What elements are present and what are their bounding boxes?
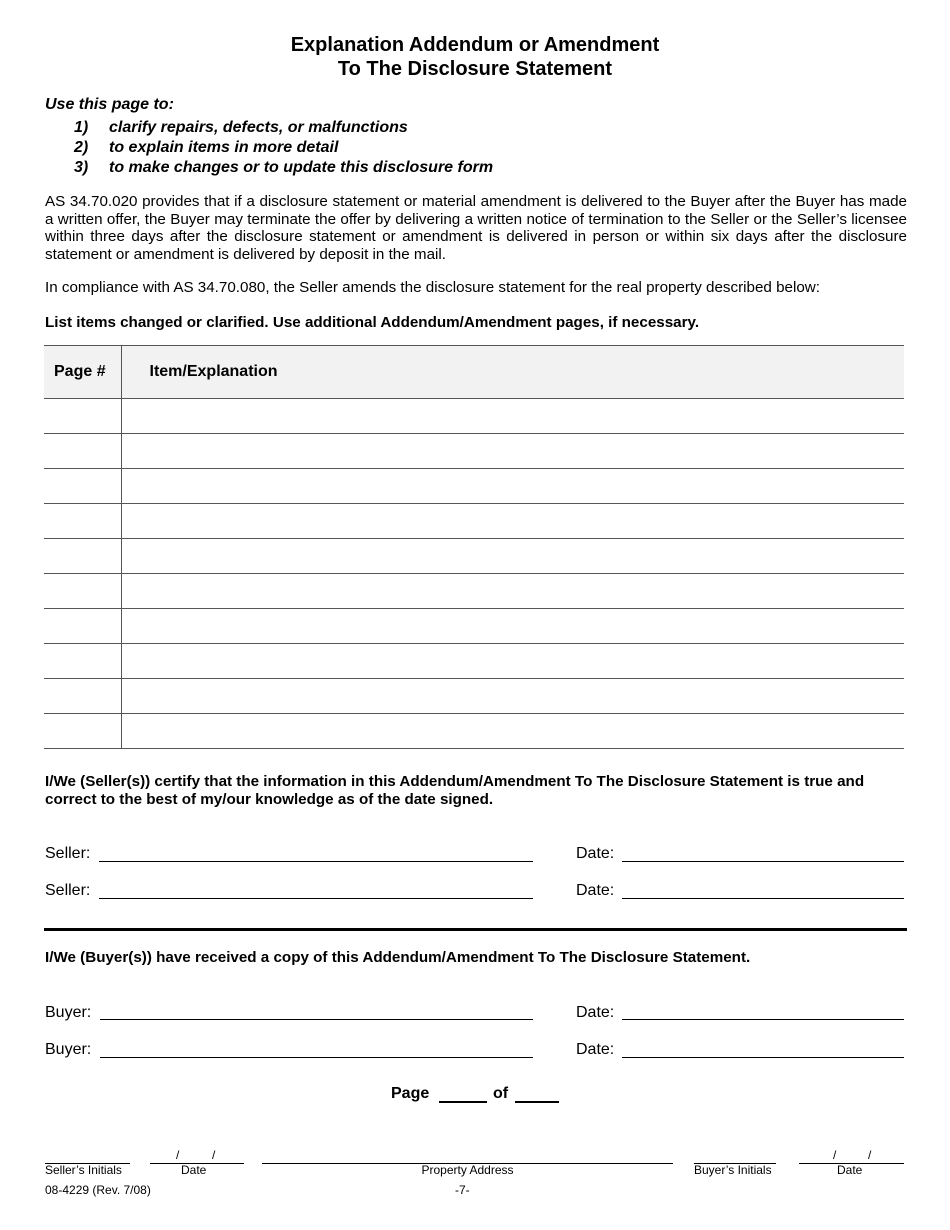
item-explanation-cell[interactable] — [121, 714, 904, 749]
termination-paragraph: AS 34.70.020 provides that if a disclosure statement or material amendment is delivered to the Buyer after the Buyer has made a written offer, the Buyer may terminate the offer by delivering a written notice of termination to the Seller or the Seller’s licensee within three days after the disclosure statement or amendment is delivered in person or within six days after the disclosure statement or amendment is delivered by deposit in the mail. — [45, 193, 907, 263]
item-explanation-cell[interactable] — [121, 504, 904, 539]
table-header-row — [44, 346, 904, 399]
seller-signature-line[interactable] — [99, 861, 533, 862]
seller-initials-label: Seller’s Initials — [45, 1163, 122, 1177]
seller-date-line[interactable] — [622, 861, 904, 862]
buyer-signature-line[interactable] — [100, 1019, 533, 1020]
page-number-cell[interactable] — [44, 644, 121, 679]
table-row — [44, 679, 904, 714]
seller-date-line[interactable] — [622, 898, 904, 899]
purpose-text: to make changes or to update this disclosure form — [109, 159, 494, 176]
items-table — [44, 345, 904, 749]
date-separator: / — [212, 1148, 216, 1162]
date-label: Date: — [576, 882, 615, 899]
purpose-text: clarify repairs, defects, or malfunctions — [109, 119, 408, 136]
purpose-number: 1) — [74, 119, 89, 136]
buyer-label: Buyer: — [45, 1004, 92, 1021]
page-number: -7- — [455, 1183, 470, 1197]
buyer-label: Buyer: — [45, 1041, 92, 1058]
item-explanation-cell[interactable] — [121, 644, 904, 679]
item-explanation-cell[interactable] — [121, 399, 904, 434]
page-title: Explanation Addendum or Amendment — [290, 34, 660, 56]
total-pages-field[interactable] — [515, 1101, 559, 1103]
page-number-cell[interactable] — [44, 399, 121, 434]
date-label: Date: — [576, 1041, 615, 1058]
buyer-acknowledgement: I/We (Buyer(s)) have received a copy of this Addendum/Amendment To The Disclosure Statement. — [45, 949, 751, 966]
page-label: Page — [391, 1085, 430, 1102]
seller-signature-line[interactable] — [99, 898, 533, 899]
date-label: Date: — [576, 1004, 615, 1021]
buyer-date-label: Date — [837, 1163, 863, 1177]
page-number-cell[interactable] — [44, 714, 121, 749]
item-explanation-cell[interactable] — [121, 679, 904, 714]
property-address-label: Property Address — [421, 1163, 514, 1177]
table-row — [44, 399, 904, 434]
list-instruction: List items changed or clarified. Use additional Addendum/Amendment pages, if necessary. — [45, 314, 700, 331]
section-divider — [44, 928, 907, 931]
buyer-initials-label: Buyer’s Initials — [694, 1163, 772, 1177]
date-separator: / — [176, 1148, 180, 1162]
item-explanation-cell[interactable] — [121, 574, 904, 609]
page-number-cell[interactable] — [44, 504, 121, 539]
table-body — [44, 399, 904, 749]
page-number-cell[interactable] — [44, 434, 121, 469]
buyer-date-line[interactable] — [622, 1019, 904, 1020]
table-row — [44, 469, 904, 504]
buyer-date-line[interactable] — [622, 1057, 904, 1058]
item-explanation-header: Item/Explanation — [121, 346, 904, 399]
page-number-cell[interactable] — [44, 574, 121, 609]
item-explanation-cell[interactable] — [121, 434, 904, 469]
page-number-cell[interactable] — [44, 539, 121, 574]
page-number-cell[interactable] — [44, 469, 121, 504]
seller-certification: I/We (Seller(s)) certify that the information in this Addendum/Amendment To The Disclosure Statement is true and correct to the best of my/our knowledge as of the date signed. — [45, 773, 865, 808]
table-row — [44, 539, 904, 574]
purpose-item — [74, 138, 338, 158]
purpose-item — [74, 118, 408, 138]
buyer-signature-line[interactable] — [100, 1057, 533, 1058]
date-separator: / — [868, 1148, 872, 1162]
item-explanation-cell[interactable] — [121, 609, 904, 644]
compliance-paragraph: In compliance with AS 34.70.080, the Seller amends the disclosure statement for the real property described below: — [45, 279, 820, 296]
page-number-cell[interactable] — [44, 609, 121, 644]
page-number-field[interactable] — [439, 1101, 487, 1103]
seller-label: Seller: — [45, 882, 91, 899]
date-separator: / — [833, 1148, 837, 1162]
item-explanation-cell[interactable] — [121, 469, 904, 504]
table-row — [44, 504, 904, 539]
form-number: 08-4229 (Rev. 7/08) — [45, 1183, 151, 1197]
purpose-number: 3) — [74, 159, 89, 176]
page-number-header: Page # — [44, 346, 121, 399]
purpose-text: to explain items in more detail — [109, 139, 339, 156]
intro-text: Use this page to: — [45, 96, 174, 113]
purpose-number: 2) — [74, 139, 89, 156]
seller-label: Seller: — [45, 845, 91, 862]
seller-date-label: Date — [181, 1163, 207, 1177]
item-explanation-cell[interactable] — [121, 539, 904, 574]
table-row — [44, 644, 904, 679]
of-label: of — [493, 1085, 509, 1102]
table-row — [44, 574, 904, 609]
table-row — [44, 434, 904, 469]
page-number-cell[interactable] — [44, 679, 121, 714]
page-subtitle: To The Disclosure Statement — [337, 58, 613, 80]
date-label: Date: — [576, 845, 615, 862]
table-row — [44, 609, 904, 644]
purpose-item — [74, 158, 493, 178]
table-row — [44, 714, 904, 749]
